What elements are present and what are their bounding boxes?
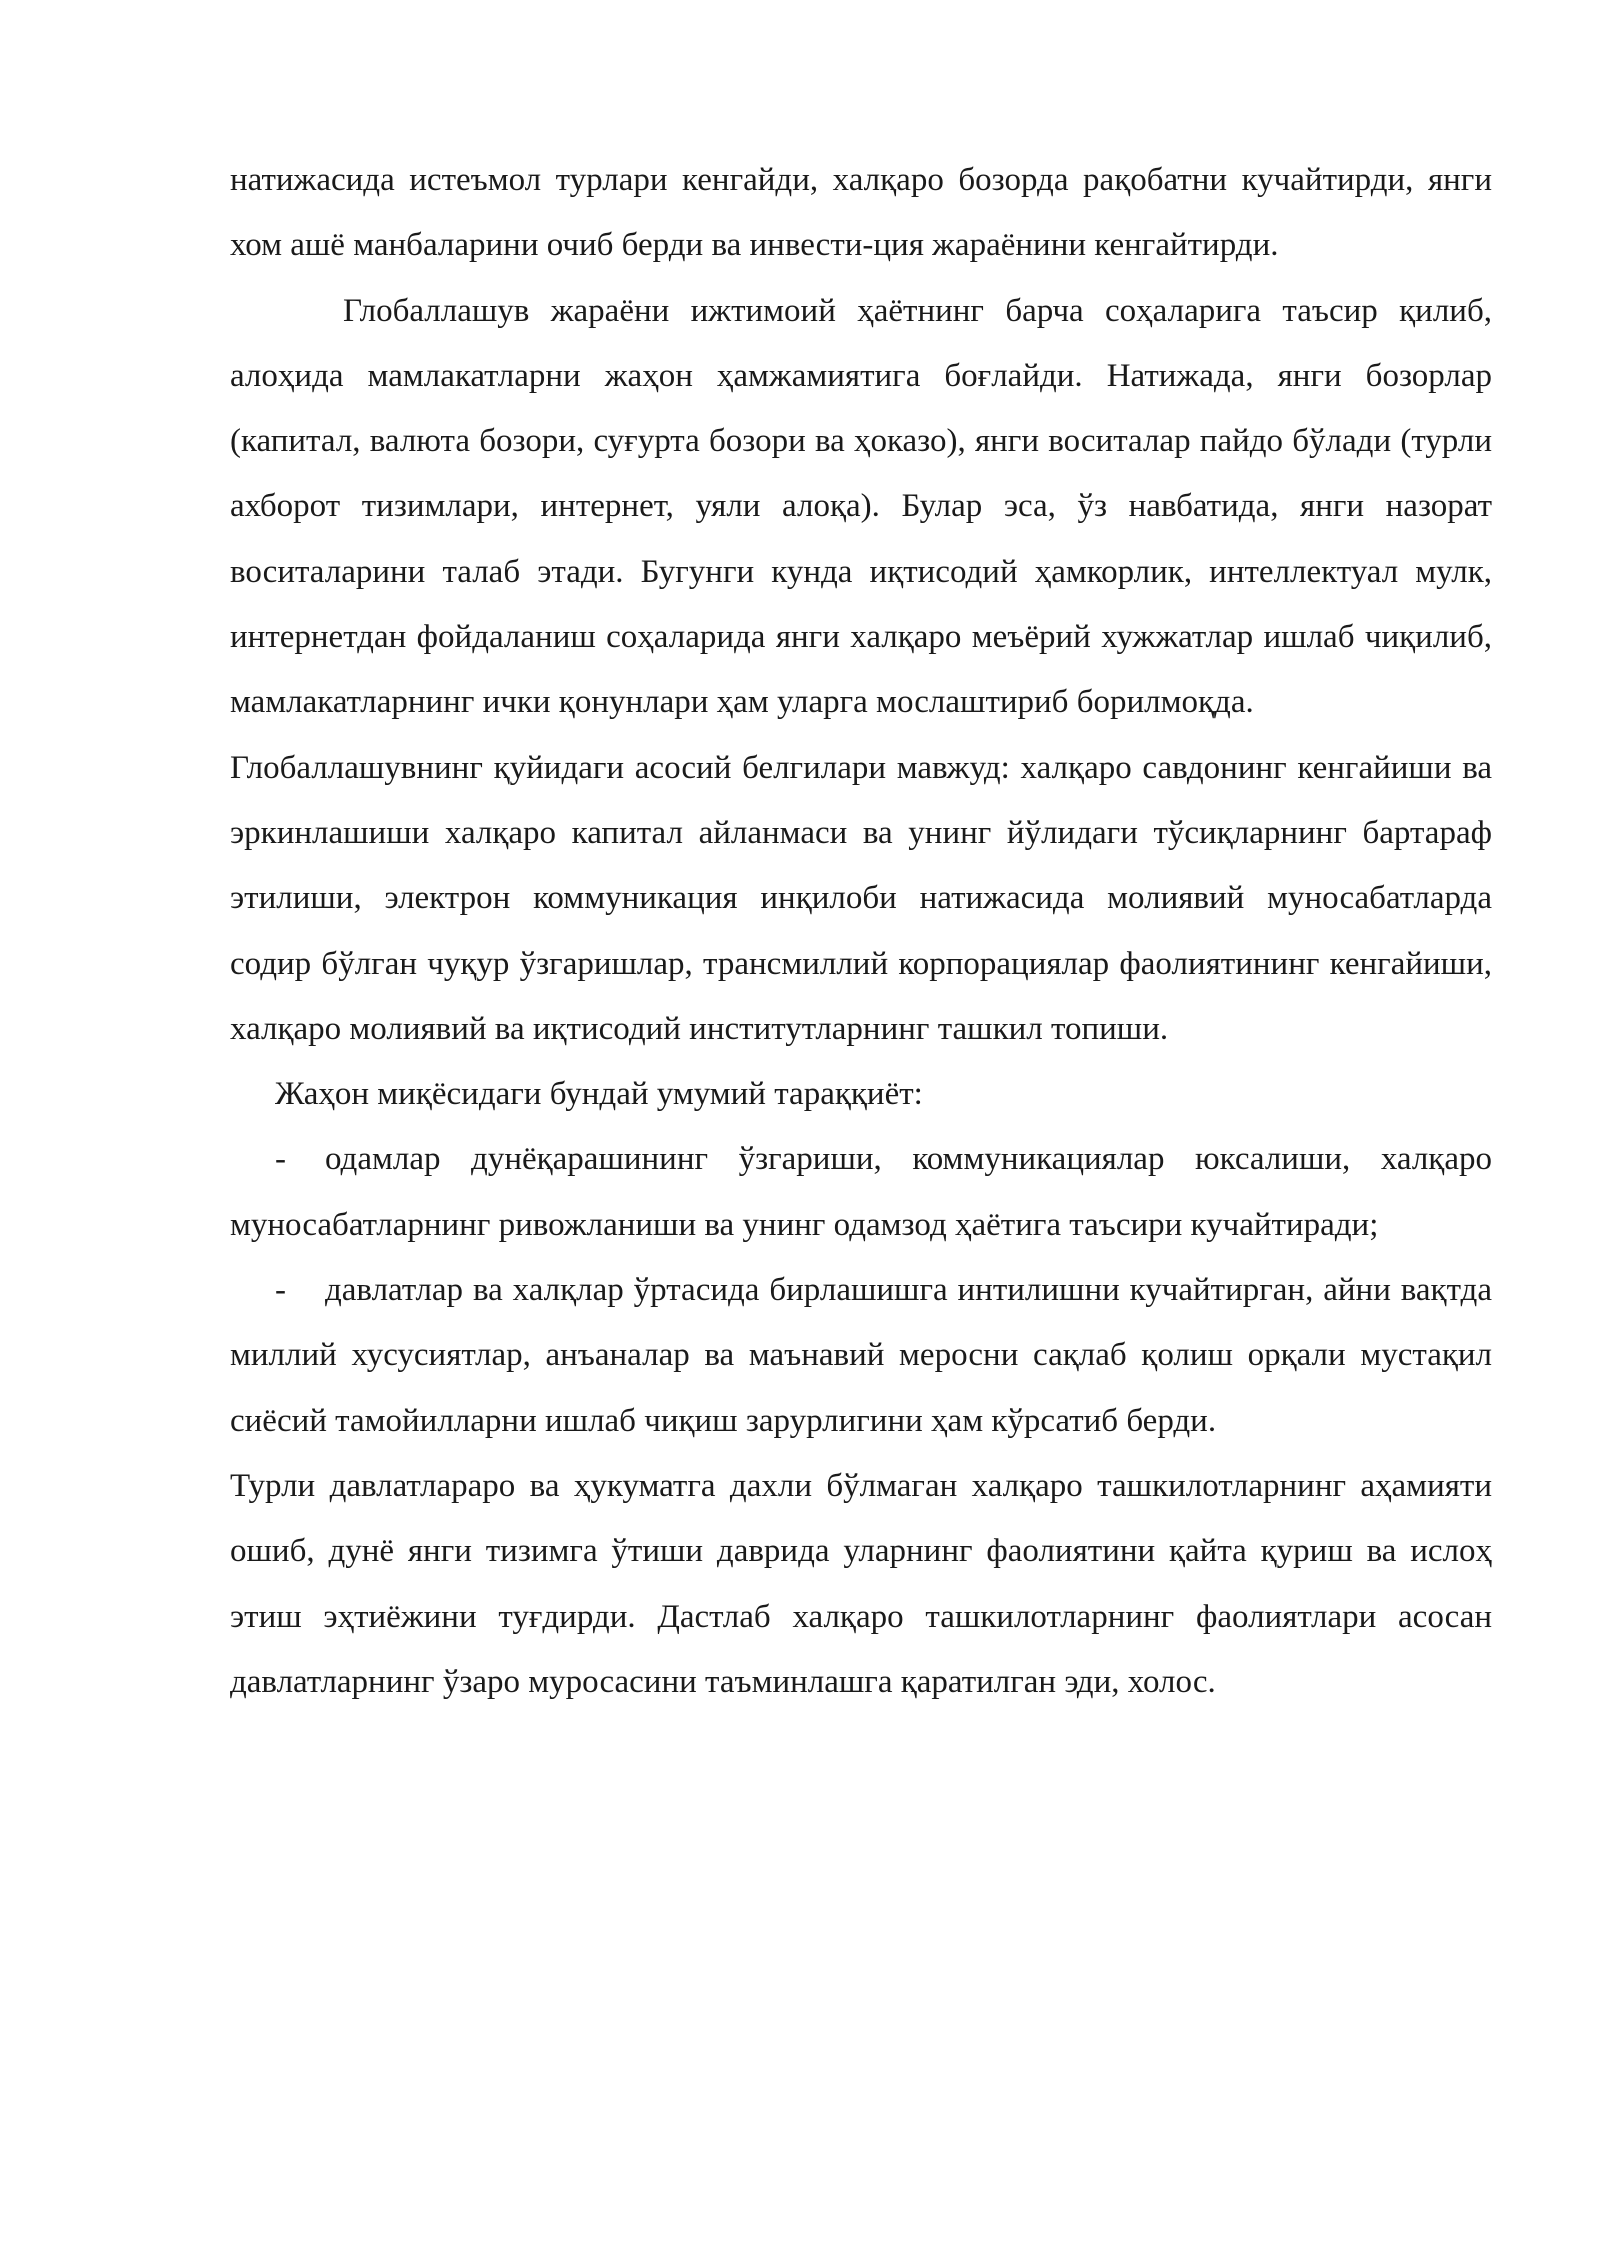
list-item-text: одамлар дунёқарашининг ўзгариши, коммуникациялар юксалиши, халқаро муносабатларнинг ривожланиши ва унинг одамзод ҳаётига таъсири кучайтиради; (230, 1141, 1492, 1243)
list-dash: - (275, 1141, 286, 1178)
paragraph-world-progress-intro: Жаҳон миқёсидаги бундай умумий тараққиёт: (275, 1076, 923, 1113)
list-item-text: давлатлар ва халқлар ўртасида бирлашишга интилишни кучайтирган, айни вақтда миллий хусусиятлар, анъаналар ва маънавий меросни сақлаб қолиш орқали мустақил сиёсий тамойилларни ишлаб чиқиш зарурлигини ҳам кўрсатиб берди. (230, 1272, 1492, 1439)
list-item (230, 1127, 1492, 1258)
document-page (230, 148, 1492, 1715)
paragraph-globalization-process: Глобаллашув жараёни ижтимоий ҳаётнинг барча соҳаларига таъсир қилиб, алоҳида мамлакатларни жаҳон ҳамжамиятига боғлайди. Натижада, янги бозорлар (капитал, валюта бозори, суғурта бозори ва ҳоказо), янги воситалар пайдо бўлади (турли ахборот тизимлари, интернет, уяли алоқа). Булар эса, ўз навбатида, янги назорат воситаларини талаб этади. Бугунги кунда иқтисодий ҳамкорлик, интеллектуал мулк, интернетдан фойдаланиш соҳаларида янги халқаро меъёрий хужжатлар ишлаб чиқилиб, мамлакатларнинг ички қонунлари ҳам уларга мослаштириб борилмоқда. (230, 292, 1492, 721)
paragraph-continuation: натижасида истеъмол турлари кенгайди, халқаро бозорда рақобатни кучайтирди, янги хом ашё манбаларини очиб берди ва инвести-ция жараёнини кенгайтирди. (230, 162, 1492, 264)
paragraph-international-organizations: Турли давлатлараро ва ҳукуматга дахли бўлмаган халқаро ташкилотларнинг аҳамияти ошиб, дунё янги тизимга ўтиши даврида уларнинг фаолиятини қайта қуриш ва ислоҳ этиш эҳтиёжини туғдирди. Дастлаб халқаро ташкилотларнинг фаолиятлари асосан давлатларнинг ўзаро муросасини таъминлашга қаратилган эди, холос. (230, 1467, 1492, 1700)
paragraph-globalization-features: Глобаллашувнинг қуйидаги асосий белгилари мавжуд: халқаро савдонинг кенгайиши ва эркинлашиши халқаро капитал айланмаси ва унинг йўлидаги тўсиқларнинг бартараф этилиши, электрон коммуникация инқилоби натижасида молиявий муносабатларда содир бўлган чуқур ўзгаришлар, трансмиллий корпорациялар фаолиятининг кенгайиши, халқаро молиявий ва иқтисодий институтларнинг ташкил топиши. (230, 749, 1492, 1047)
list-dash: - (275, 1272, 286, 1309)
list-item (230, 1258, 1492, 1454)
